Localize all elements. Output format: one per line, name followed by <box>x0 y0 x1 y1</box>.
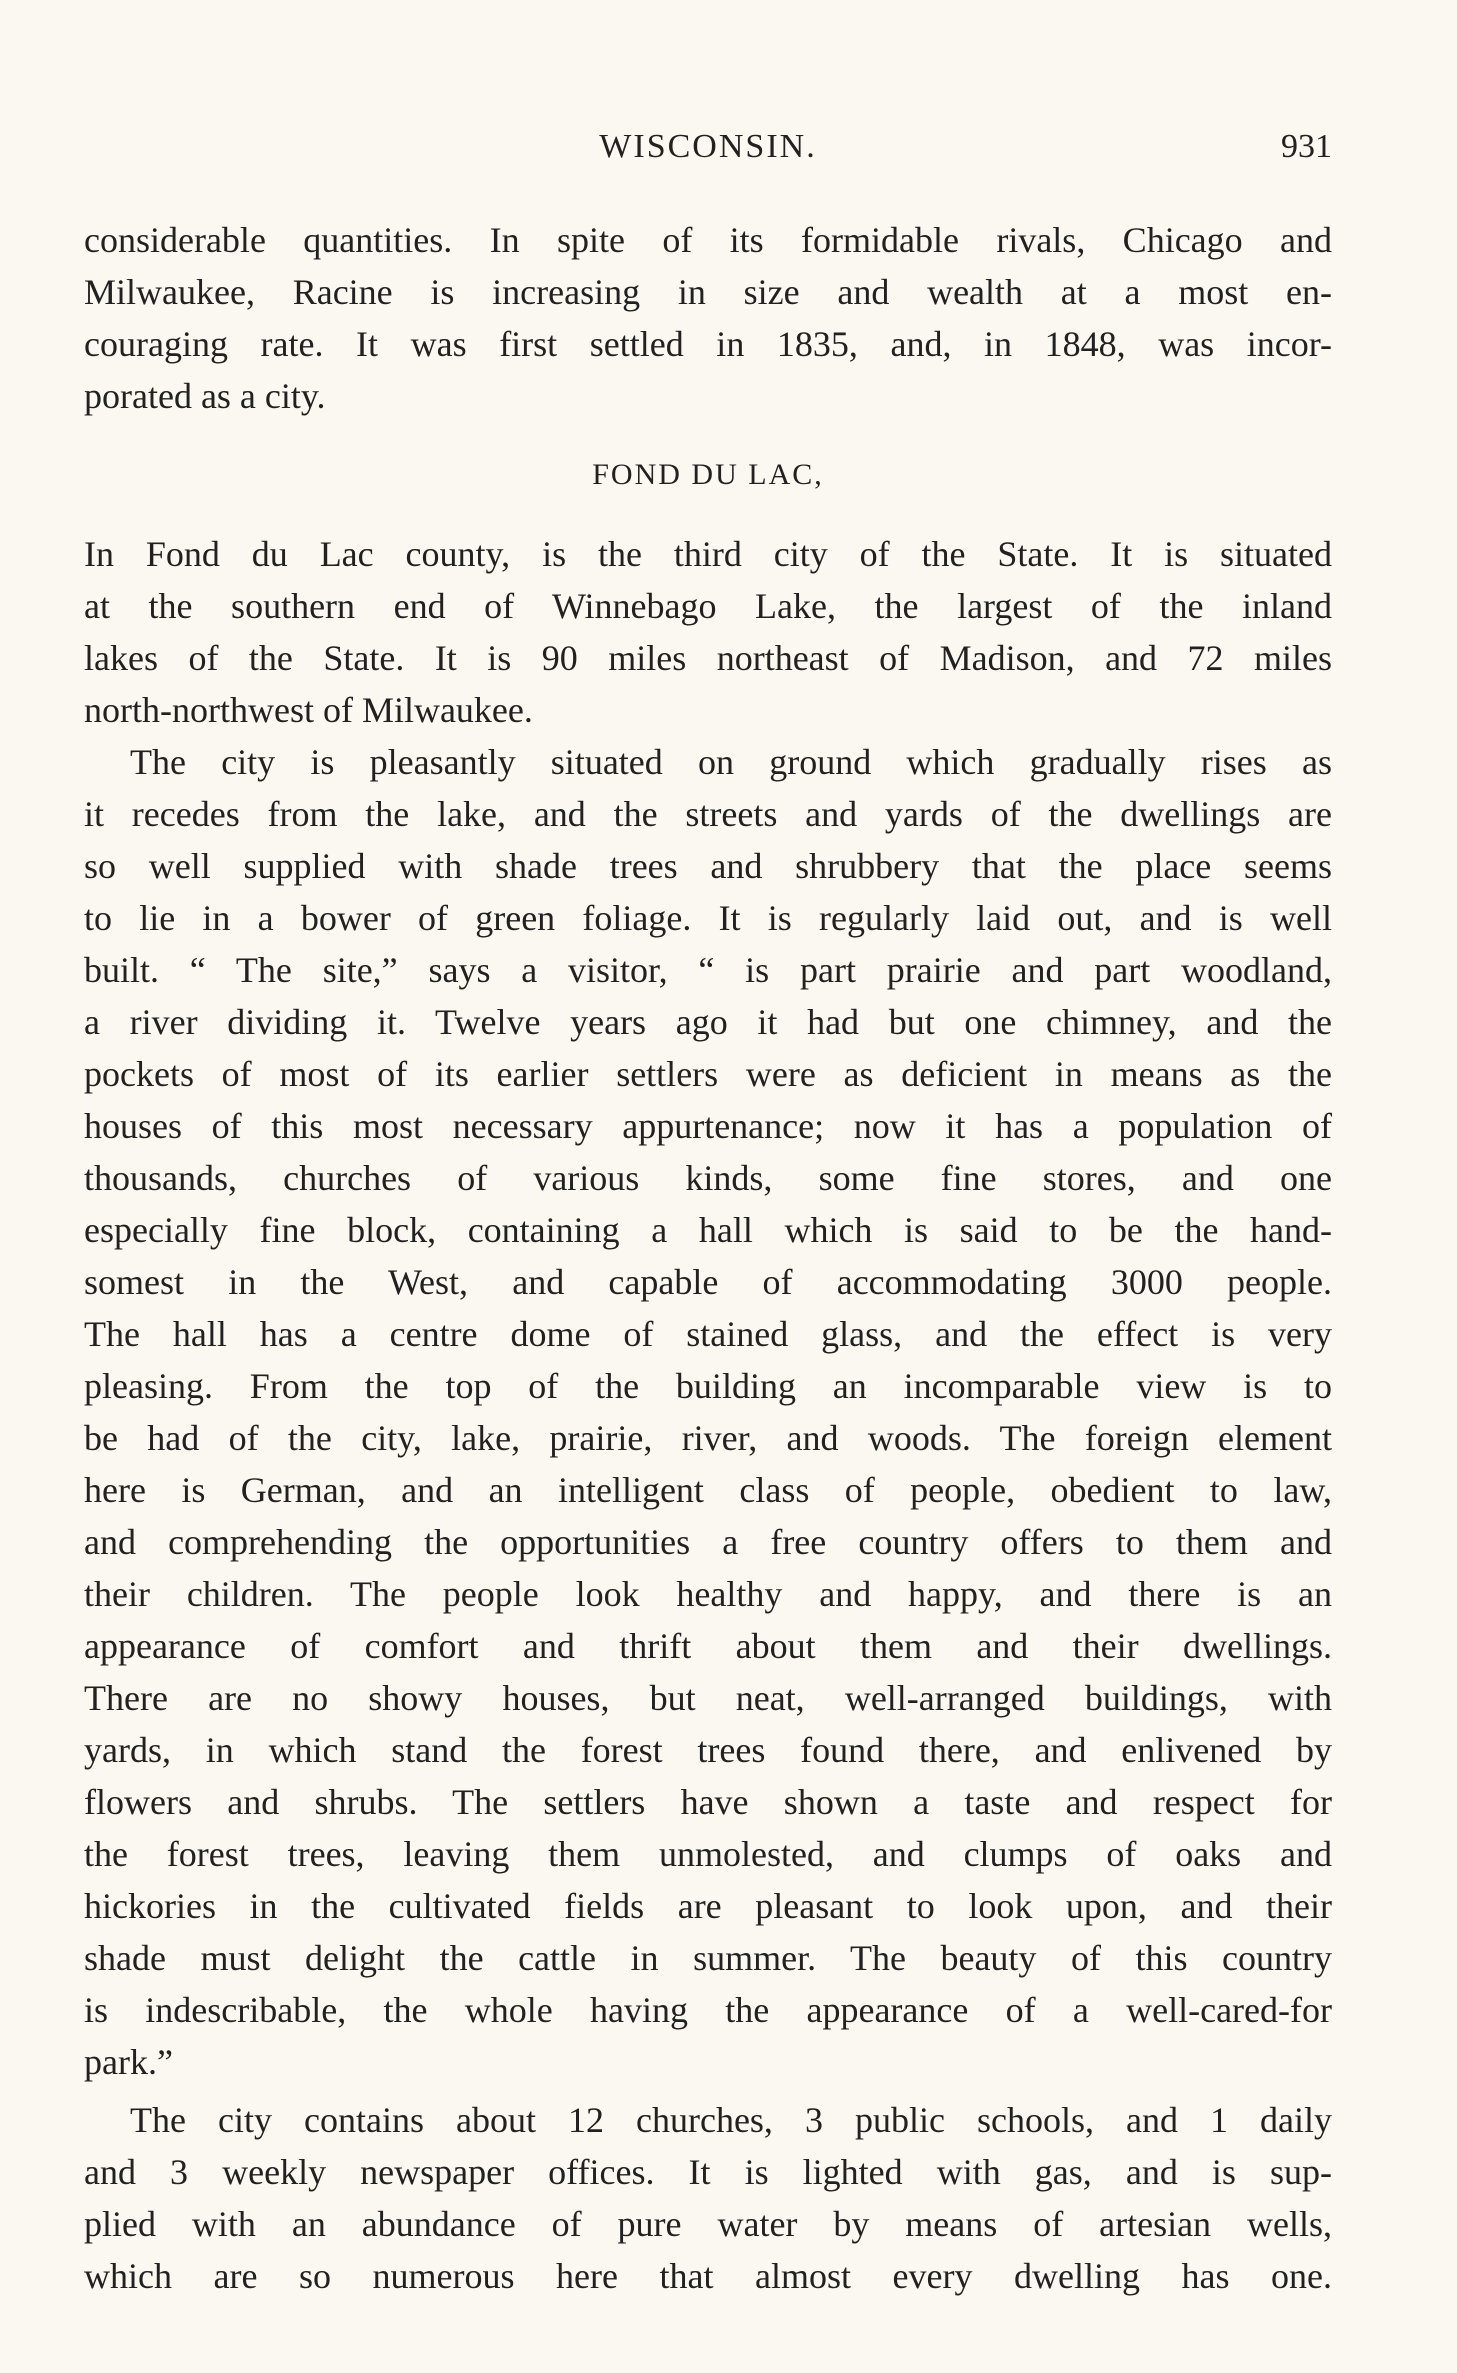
text-line: north-northwest of Milwaukee. <box>84 690 533 730</box>
text-line: somest in the West, and capable of accommodating 3000 people. <box>84 1262 1332 1302</box>
text-line: a river dividing it. Twelve years ago it had but one chimney, and the <box>84 1002 1332 1042</box>
text-line: their children. The people look healthy and happy, and there is an <box>84 1574 1332 1614</box>
text-line: built. “ The site,” says a visitor, “ is part prairie and part woodland, <box>84 950 1332 990</box>
text-line: appearance of comfort and thrift about them and their dwellings. <box>84 1626 1332 1666</box>
text-line: yards, in which stand the forest trees found there, and enlivened by <box>84 1730 1332 1770</box>
text-line: is indescribable, the whole having the appearance of a well-cared-for <box>84 1990 1332 2030</box>
text-line: hickories in the cultivated fields are pleasant to look upon, and their <box>84 1886 1332 1926</box>
running-head: WISCONSIN. <box>599 128 817 165</box>
text-line: especially fine block, containing a hall which is said to be the hand- <box>84 1210 1332 1250</box>
text-line: Milwaukee, Racine is increasing in size and wealth at a most en- <box>84 272 1332 312</box>
text-line: In Fond du Lac county, is the third city of the State. It is situated <box>84 534 1332 574</box>
text-line: here is German, and an intelligent class of people, obedient to law, <box>84 1470 1332 1510</box>
text-line: lakes of the State. It is 90 miles northeast of Madison, and 72 miles <box>84 638 1332 678</box>
text-line: park.” <box>84 2042 173 2082</box>
text-line: The city is pleasantly situated on ground which gradually rises as <box>130 742 1332 782</box>
text-line: flowers and shrubs. The settlers have shown a taste and respect for <box>84 1782 1332 1822</box>
text-line: it recedes from the lake, and the streets and yards of the dwellings are <box>84 794 1332 834</box>
text-line: be had of the city, lake, prairie, river, and woods. The foreign element <box>84 1418 1332 1458</box>
text-line: and 3 weekly newspaper offices. It is lighted with gas, and is sup- <box>84 2152 1332 2192</box>
text-line: plied with an abundance of pure water by means of artesian wells, <box>84 2204 1332 2244</box>
text-line: couraging rate. It was first settled in 1835, and, in 1848, was incor- <box>84 324 1332 364</box>
text-line: considerable quantities. In spite of its formidable rivals, Chicago and <box>84 220 1332 260</box>
text-line: at the southern end of Winnebago Lake, the largest of the inland <box>84 586 1332 626</box>
text-line: porated as a city. <box>84 376 326 416</box>
text-line: the forest trees, leaving them unmolested, and clumps of oaks and <box>84 1834 1332 1874</box>
section-heading: FOND DU LAC, <box>592 458 824 491</box>
text-line: which are so numerous here that almost every dwelling has one. <box>84 2256 1332 2296</box>
text-line: so well supplied with shade trees and shrubbery that the place seems <box>84 846 1332 886</box>
text-line: to lie in a bower of green foliage. It is regularly laid out, and is well <box>84 898 1332 938</box>
text-line: shade must delight the cattle in summer. The beauty of this country <box>84 1938 1332 1978</box>
page-number: 931 <box>1281 128 1332 165</box>
text-line: houses of this most necessary appurtenance; now it has a population of <box>84 1106 1332 1146</box>
text-line: and comprehending the opportunities a free country offers to them and <box>84 1522 1332 1562</box>
text-line: thousands, churches of various kinds, some fine stores, and one <box>84 1158 1332 1198</box>
text-line: pockets of most of its earlier settlers were as deficient in means as the <box>84 1054 1332 1094</box>
page-header <box>84 128 1332 174</box>
text-line: There are no showy houses, but neat, well-arranged buildings, with <box>84 1678 1332 1718</box>
text-line: The city contains about 12 churches, 3 public schools, and 1 daily <box>130 2100 1332 2140</box>
text-line: pleasing. From the top of the building an incomparable view is to <box>84 1366 1332 1406</box>
text-line: The hall has a centre dome of stained glass, and the effect is very <box>84 1314 1332 1354</box>
